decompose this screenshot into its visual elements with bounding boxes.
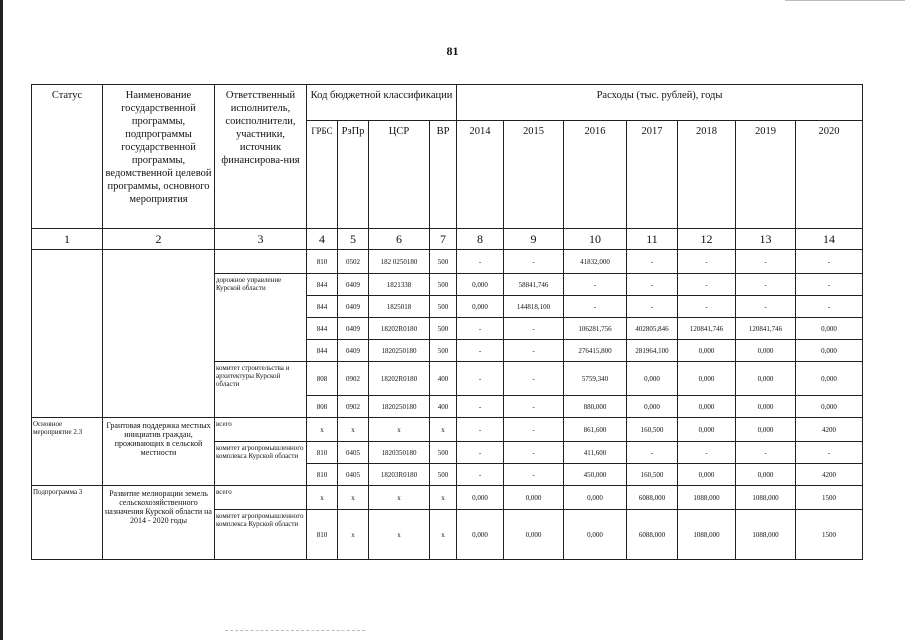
value-cell: - bbox=[457, 340, 504, 362]
value-cell: 0,000 bbox=[457, 486, 504, 510]
value-cell: - bbox=[627, 274, 678, 296]
header-year: 2020 bbox=[796, 121, 863, 229]
grbs-cell: 844 bbox=[307, 318, 338, 340]
grbs-cell: 844 bbox=[307, 274, 338, 296]
csr-cell: 1820250180 bbox=[369, 396, 430, 418]
rzpr-cell: 0409 bbox=[338, 274, 369, 296]
value-cell: - bbox=[796, 274, 863, 296]
value-cell: 0,000 bbox=[736, 464, 796, 486]
header-csr: ЦСР bbox=[369, 121, 430, 229]
rzpr-cell: 0902 bbox=[338, 396, 369, 418]
value-cell: - bbox=[627, 442, 678, 464]
value-cell: 106281,756 bbox=[564, 318, 627, 340]
value-cell: 0,000 bbox=[736, 418, 796, 442]
value-cell: 1088,000 bbox=[736, 486, 796, 510]
value-cell: 41832,000 bbox=[564, 250, 627, 274]
header-budget-code: Код бюджетной классификации bbox=[307, 85, 457, 121]
value-cell: 0,000 bbox=[796, 340, 863, 362]
value-cell: 0,000 bbox=[504, 510, 564, 560]
value-cell: 0,000 bbox=[678, 340, 736, 362]
column-number: 1 bbox=[32, 229, 103, 250]
csr-cell: х bbox=[369, 486, 430, 510]
value-cell: - bbox=[736, 296, 796, 318]
header-grbs: ГРБС bbox=[307, 121, 338, 229]
executor-cell bbox=[215, 250, 307, 274]
grbs-cell: 810 bbox=[307, 464, 338, 486]
value-cell: 6088,000 bbox=[627, 486, 678, 510]
value-cell: 5759,340 bbox=[564, 362, 627, 396]
page-edge bbox=[0, 0, 3, 640]
vr-cell: 500 bbox=[430, 274, 457, 296]
csr-cell: х bbox=[369, 418, 430, 442]
value-cell: - bbox=[627, 296, 678, 318]
grbs-cell: х bbox=[307, 418, 338, 442]
value-cell: - bbox=[564, 274, 627, 296]
column-number: 13 bbox=[736, 229, 796, 250]
value-cell: 1088,000 bbox=[678, 510, 736, 560]
rzpr-cell: 0409 bbox=[338, 318, 369, 340]
value-cell: - bbox=[457, 418, 504, 442]
header-name: Наименование государственной программы, подпрограммы государственной программы, ведомственной целевой программы, основного мероприятия bbox=[103, 85, 215, 229]
header-expenses: Расходы (тыс. рублей), годы bbox=[457, 85, 863, 121]
budget-table bbox=[31, 84, 863, 560]
value-cell: 1500 bbox=[796, 510, 863, 560]
vr-cell: 500 bbox=[430, 340, 457, 362]
value-cell: 58841,746 bbox=[504, 274, 564, 296]
value-cell: 0,000 bbox=[678, 418, 736, 442]
vr-cell: 500 bbox=[430, 442, 457, 464]
value-cell: - bbox=[457, 396, 504, 418]
value-cell: - bbox=[796, 250, 863, 274]
value-cell: - bbox=[678, 274, 736, 296]
value-cell: - bbox=[678, 250, 736, 274]
name-cell bbox=[103, 250, 215, 418]
table-row bbox=[32, 418, 863, 442]
grbs-cell: 808 bbox=[307, 362, 338, 396]
value-cell: 880,000 bbox=[564, 396, 627, 418]
rzpr-cell: 0902 bbox=[338, 362, 369, 396]
executor-cell: дорожное управление Курской области bbox=[215, 274, 307, 362]
value-cell: - bbox=[457, 442, 504, 464]
vr-cell: 500 bbox=[430, 318, 457, 340]
value-cell: 0,000 bbox=[564, 486, 627, 510]
header-status: Статус bbox=[32, 85, 103, 229]
value-cell: 0,000 bbox=[736, 340, 796, 362]
status-cell bbox=[32, 250, 103, 418]
vr-cell: 500 bbox=[430, 296, 457, 318]
value-cell: 4200 bbox=[796, 464, 863, 486]
value-cell: 6088,000 bbox=[627, 510, 678, 560]
value-cell: 0,000 bbox=[457, 274, 504, 296]
value-cell: - bbox=[504, 340, 564, 362]
table-row bbox=[32, 250, 863, 274]
value-cell: 120841,746 bbox=[678, 318, 736, 340]
column-number: 3 bbox=[215, 229, 307, 250]
value-cell: 411,600 bbox=[564, 442, 627, 464]
grbs-cell: 808 bbox=[307, 396, 338, 418]
value-cell: 0,000 bbox=[627, 362, 678, 396]
name-cell: Развитие мелиорации земель сельскохозяйственного назначения Курской области на 2014 - 2020 годы bbox=[103, 486, 215, 560]
value-cell: 276415,800 bbox=[564, 340, 627, 362]
header-rzpr: РзПр bbox=[338, 121, 369, 229]
scan-artifact-line bbox=[785, 0, 905, 1]
csr-cell: 18202R0180 bbox=[369, 318, 430, 340]
csr-cell: х bbox=[369, 510, 430, 560]
rzpr-cell: х bbox=[338, 486, 369, 510]
value-cell: 0,000 bbox=[796, 318, 863, 340]
value-cell: 281964,100 bbox=[627, 340, 678, 362]
status-cell: Подпрограмма 3 bbox=[32, 486, 103, 560]
vr-cell: 500 bbox=[430, 250, 457, 274]
value-cell: - bbox=[678, 296, 736, 318]
value-cell: 1088,000 bbox=[736, 510, 796, 560]
rzpr-cell: х bbox=[338, 418, 369, 442]
value-cell: - bbox=[504, 442, 564, 464]
rzpr-cell: 0409 bbox=[338, 340, 369, 362]
rzpr-cell: 0405 bbox=[338, 464, 369, 486]
table-row bbox=[32, 486, 863, 510]
value-cell: 0,000 bbox=[736, 362, 796, 396]
value-cell: - bbox=[627, 250, 678, 274]
header-year: 2014 bbox=[457, 121, 504, 229]
value-cell: - bbox=[736, 250, 796, 274]
value-cell: - bbox=[504, 464, 564, 486]
header-year: 2019 bbox=[736, 121, 796, 229]
column-number: 4 bbox=[307, 229, 338, 250]
value-cell: 0,000 bbox=[457, 510, 504, 560]
header-year: 2016 bbox=[564, 121, 627, 229]
column-number: 14 bbox=[796, 229, 863, 250]
value-cell: 0,000 bbox=[736, 396, 796, 418]
value-cell: 861,600 bbox=[564, 418, 627, 442]
column-number: 10 bbox=[564, 229, 627, 250]
csr-cell: 1820350180 bbox=[369, 442, 430, 464]
vr-cell: 400 bbox=[430, 396, 457, 418]
value-cell: 0,000 bbox=[796, 396, 863, 418]
vr-cell: 400 bbox=[430, 362, 457, 396]
column-number: 11 bbox=[627, 229, 678, 250]
value-cell: - bbox=[504, 318, 564, 340]
value-cell: 120841,746 bbox=[736, 318, 796, 340]
grbs-cell: х bbox=[307, 486, 338, 510]
vr-cell: х bbox=[430, 486, 457, 510]
value-cell: - bbox=[504, 396, 564, 418]
column-number: 2 bbox=[103, 229, 215, 250]
executor-cell: всего bbox=[215, 486, 307, 510]
rzpr-cell: 0409 bbox=[338, 296, 369, 318]
value-cell: 160,500 bbox=[627, 464, 678, 486]
executor-cell: комитет агропромышленного комплекса Курской области bbox=[215, 510, 307, 560]
grbs-cell: 810 bbox=[307, 510, 338, 560]
value-cell: - bbox=[504, 362, 564, 396]
value-cell: 0,000 bbox=[678, 396, 736, 418]
executor-cell: комитет строительства и архитектуры Курской области bbox=[215, 362, 307, 418]
value-cell: 402805,846 bbox=[627, 318, 678, 340]
column-number: 5 bbox=[338, 229, 369, 250]
rzpr-cell: х bbox=[338, 510, 369, 560]
executor-cell: комитет агропромышленного комплекса Курской области bbox=[215, 442, 307, 486]
executor-cell: всего bbox=[215, 418, 307, 442]
value-cell: 0,000 bbox=[457, 296, 504, 318]
grbs-cell: 844 bbox=[307, 296, 338, 318]
grbs-cell: 810 bbox=[307, 442, 338, 464]
grbs-cell: 844 bbox=[307, 340, 338, 362]
value-cell: 0,000 bbox=[678, 362, 736, 396]
value-cell: - bbox=[457, 318, 504, 340]
header-year: 2015 bbox=[504, 121, 564, 229]
value-cell: - bbox=[564, 296, 627, 318]
header-vr: ВР bbox=[430, 121, 457, 229]
column-number: 12 bbox=[678, 229, 736, 250]
vr-cell: х bbox=[430, 510, 457, 560]
value-cell: 0,000 bbox=[627, 396, 678, 418]
value-cell: 0,000 bbox=[678, 464, 736, 486]
value-cell: 160,500 bbox=[627, 418, 678, 442]
value-cell: 0,000 bbox=[564, 510, 627, 560]
header-executor: Ответственный исполнитель, соисполнители, участники, источник финансирова-ния bbox=[215, 85, 307, 229]
column-number: 8 bbox=[457, 229, 504, 250]
page-number: 81 bbox=[446, 44, 459, 58]
column-number: 9 bbox=[504, 229, 564, 250]
status-cell: Основное мероприятие 2.3 bbox=[32, 418, 103, 486]
scan-artifact-line bbox=[225, 630, 365, 632]
grbs-cell: 810 bbox=[307, 250, 338, 274]
rzpr-cell: 0405 bbox=[338, 442, 369, 464]
value-cell: - bbox=[457, 362, 504, 396]
column-number: 6 bbox=[369, 229, 430, 250]
csr-cell: 1821338 bbox=[369, 274, 430, 296]
csr-cell: 1825018 bbox=[369, 296, 430, 318]
vr-cell: 500 bbox=[430, 464, 457, 486]
value-cell: - bbox=[736, 274, 796, 296]
value-cell: - bbox=[504, 250, 564, 274]
value-cell: 0,000 bbox=[504, 486, 564, 510]
value-cell: - bbox=[678, 442, 736, 464]
value-cell: - bbox=[457, 250, 504, 274]
value-cell: - bbox=[736, 442, 796, 464]
value-cell: 144818,100 bbox=[504, 296, 564, 318]
value-cell: 0,000 bbox=[796, 362, 863, 396]
rzpr-cell: 0502 bbox=[338, 250, 369, 274]
name-cell: Грантовая поддержка местных инициатив граждан, проживающих в сельской местности bbox=[103, 418, 215, 486]
column-number: 7 bbox=[430, 229, 457, 250]
value-cell: - bbox=[457, 464, 504, 486]
csr-cell: 18203R0180 bbox=[369, 464, 430, 486]
csr-cell: 182 0250180 bbox=[369, 250, 430, 274]
value-cell: - bbox=[504, 418, 564, 442]
header-year: 2018 bbox=[678, 121, 736, 229]
value-cell: 4200 bbox=[796, 418, 863, 442]
vr-cell: х bbox=[430, 418, 457, 442]
value-cell: - bbox=[796, 442, 863, 464]
value-cell: 450,000 bbox=[564, 464, 627, 486]
value-cell: 1088,000 bbox=[678, 486, 736, 510]
csr-cell: 1820250180 bbox=[369, 340, 430, 362]
header-year: 2017 bbox=[627, 121, 678, 229]
csr-cell: 18202R0180 bbox=[369, 362, 430, 396]
value-cell: - bbox=[796, 296, 863, 318]
value-cell: 1500 bbox=[796, 486, 863, 510]
column-number-row bbox=[32, 229, 863, 250]
